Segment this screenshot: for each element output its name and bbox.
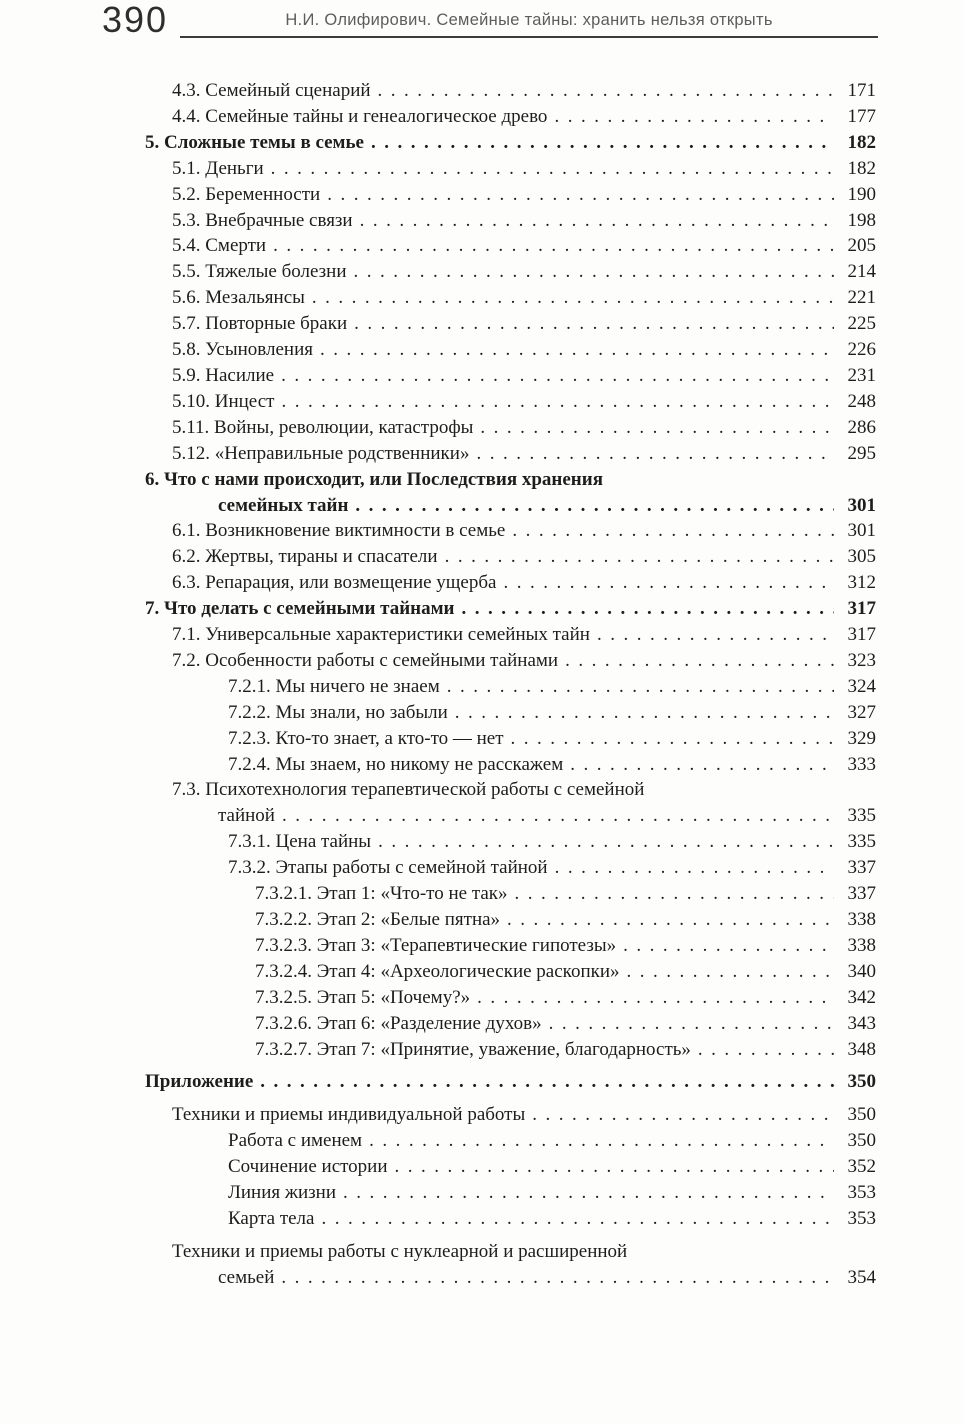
toc-entry-label: 7.2.2. Мы знали, но забыли — [228, 701, 448, 723]
running-header: Н.И. Олифирович. Семейные тайны: хранить нельзя открыть — [285, 11, 773, 29]
toc-entry-page: 182 — [847, 131, 876, 153]
toc-entry-label: 7.2.4. Мы знаем, но никому не расскажем — [228, 753, 564, 775]
toc-list — [145, 78, 876, 1291]
toc-entry-label: 7.3.2.1. Этап 1: «Что-то не так» — [255, 883, 508, 905]
toc-entry-label: 5.9. Насилие — [172, 364, 275, 386]
toc-dot-leader — [364, 130, 834, 156]
toc-dot-leader — [616, 933, 834, 959]
toc-entry-label: 5.4. Смерти — [172, 235, 267, 257]
toc-entry — [145, 648, 876, 674]
toc-entry-page: 171 — [847, 80, 876, 101]
toc-entry-label: 5.12. «Неправильные родственники» — [172, 442, 470, 464]
toc-entry-label: тайной — [218, 805, 275, 827]
toc-entry — [145, 752, 876, 778]
toc-entry-page: 335 — [847, 805, 876, 827]
toc-entry-page: 231 — [847, 364, 876, 386]
toc-entry — [145, 959, 876, 985]
toc-entry — [145, 1037, 876, 1063]
toc-entry-label: 7. Что делать с семейными тайнами — [145, 598, 455, 620]
toc-entry-label: 5.5. Тяжелые болезни — [172, 261, 347, 283]
toc-entry-page: 205 — [847, 235, 876, 257]
toc-entry-label: 7.3.1. Цена тайны — [228, 831, 372, 853]
toc-dot-leader — [547, 104, 834, 130]
toc-entry-page: 295 — [847, 442, 876, 464]
toc-entry-label: Приложение — [145, 1071, 254, 1093]
toc-dot-leader — [469, 441, 834, 467]
toc-dot-leader — [264, 156, 834, 182]
toc-entry — [145, 311, 876, 337]
toc-entry — [145, 493, 876, 519]
toc-entry — [145, 1239, 876, 1265]
toc-entry — [145, 518, 876, 544]
toc-entry-label: Техники и приемы индивидуальной работы — [172, 1104, 526, 1126]
toc-entry-label: Работа с именем — [228, 1130, 363, 1152]
toc-entry — [145, 700, 876, 726]
toc-dot-leader — [314, 1206, 834, 1232]
toc-entry — [145, 544, 876, 570]
toc-entry — [145, 1128, 876, 1154]
toc-entry-label: Линия жизни — [228, 1182, 337, 1204]
toc-entry — [145, 596, 876, 622]
toc-entry-page: 182 — [847, 157, 876, 179]
toc-entry-page: 337 — [847, 857, 876, 879]
toc-entry-page: 348 — [847, 1038, 876, 1060]
toc-entry — [145, 1102, 876, 1128]
toc-entry-page: 350 — [847, 1071, 876, 1093]
toc-dot-leader — [353, 208, 834, 234]
page-header — [0, 0, 964, 38]
toc-entry-page: 177 — [847, 105, 876, 127]
toc-entry-page: 317 — [847, 624, 876, 646]
toc-entry — [145, 467, 876, 493]
toc-entry — [145, 78, 876, 104]
toc-dot-leader — [362, 1128, 834, 1154]
toc-entry-page: 342 — [847, 986, 876, 1008]
toc-entry-page: 335 — [847, 831, 876, 853]
toc-dot-leader — [347, 259, 834, 285]
toc-entry-label: 6.2. Жертвы, тираны и спасатели — [172, 546, 438, 568]
toc-dot-leader — [336, 1180, 834, 1206]
toc-entry-page: 301 — [847, 520, 876, 542]
toc-entry-label: Техники и приемы работы с нуклеарной и расширенной — [172, 1240, 628, 1262]
toc-entry-label: 6. Что с нами происходит, или Последствия хранения — [145, 468, 603, 490]
toc-entry-label: 7.3.2.2. Этап 2: «Белые пятна» — [255, 909, 501, 930]
toc-entry-page: 337 — [847, 883, 876, 905]
toc-entry-page: 214 — [847, 261, 876, 283]
toc-entry-page: 354 — [847, 1266, 876, 1288]
toc-entry-label: 7.3.2.6. Этап 6: «Разделение духов» — [255, 1012, 542, 1034]
toc-entry-page: 323 — [847, 649, 876, 671]
toc-dot-leader — [563, 752, 834, 778]
toc-dot-leader — [253, 1069, 834, 1095]
toc-dot-leader — [470, 985, 834, 1011]
toc-dot-leader — [347, 311, 834, 337]
toc-dot-leader — [440, 674, 834, 700]
toc-dot-leader — [448, 700, 834, 726]
toc-entry — [145, 829, 876, 855]
toc-entry-label: 7.3. Психотехнология терапевтической работы с семейной — [172, 779, 645, 801]
toc-entry — [145, 726, 876, 752]
toc-entry-page: 317 — [847, 598, 876, 620]
toc-entry — [145, 337, 876, 363]
toc-entry — [145, 441, 876, 467]
toc-entry-label: 7.3.2.4. Этап 4: «Археологические раскопки» — [255, 960, 620, 982]
toc-entry — [145, 389, 876, 415]
toc-entry-label: 7.1. Универсальные характеристики семейных тайн — [172, 624, 590, 646]
toc-entry-label: 5.10. Инцест — [172, 390, 275, 412]
toc-entry-label: Карта тела — [228, 1207, 315, 1229]
toc-dot-leader — [348, 493, 834, 519]
toc-entry-page: 221 — [847, 287, 876, 309]
toc-dot-leader — [508, 881, 834, 907]
toc-entry — [145, 622, 876, 648]
toc-entry-label: 5.11. Войны, революции, катастрофы — [172, 416, 474, 438]
toc-entry — [145, 1265, 876, 1291]
toc-dot-leader — [266, 233, 834, 259]
toc-entry-label: 4.3. Семейный сценарий — [172, 80, 371, 101]
toc-entry-label: 5.8. Усыновления — [172, 339, 313, 361]
toc-entry-page: 353 — [847, 1182, 876, 1204]
toc-entry — [145, 907, 876, 933]
toc-entry — [145, 1069, 876, 1095]
toc-dot-leader — [455, 596, 835, 622]
toc-entry-page: 343 — [847, 1012, 876, 1034]
toc-entry-label: 5.6. Мезальянсы — [172, 287, 305, 309]
toc-entry-page: 352 — [847, 1156, 876, 1178]
toc-dot-leader — [590, 622, 834, 648]
toc-entry — [145, 1011, 876, 1037]
toc-dot-leader — [275, 803, 834, 829]
toc-entry — [145, 855, 876, 881]
toc-entry — [145, 182, 876, 208]
toc-dot-leader — [548, 855, 834, 881]
toc-entry — [145, 803, 876, 829]
toc-dot-leader — [274, 1265, 834, 1291]
toc-dot-leader — [505, 518, 834, 544]
toc-entry-page: 329 — [847, 727, 876, 749]
toc-dot-leader — [473, 415, 834, 441]
toc-dot-leader — [388, 1154, 834, 1180]
toc-entry-label: 7.3.2. Этапы работы с семейной тайной — [228, 857, 548, 879]
toc-entry-label: 7.2. Особенности работы с семейными тайнами — [172, 649, 559, 671]
toc-dot-leader — [274, 389, 834, 415]
toc-entry — [145, 208, 876, 234]
toc-entry-page: 198 — [847, 209, 876, 231]
toc-entry-page: 305 — [847, 546, 876, 568]
toc-dot-leader — [504, 726, 834, 752]
toc-entry-page: 312 — [847, 572, 876, 594]
toc-entry-label: 7.2.1. Мы ничего не знаем — [228, 675, 440, 697]
toc-entry — [145, 1180, 876, 1206]
header-rule — [180, 11, 878, 38]
toc-dot-leader — [305, 285, 834, 311]
toc-entry-page: 248 — [847, 390, 876, 412]
toc-entry-label: семьей — [218, 1266, 275, 1288]
toc-dot-leader — [525, 1102, 834, 1128]
toc-entry — [145, 1206, 876, 1232]
toc-dot-leader — [500, 907, 834, 933]
toc-entry-page: 333 — [847, 753, 876, 775]
toc-dot-leader — [313, 337, 834, 363]
toc-entry — [145, 130, 876, 156]
toc-entry-label: 7.2.3. Кто-то знает, а кто-то — нет — [228, 727, 504, 749]
toc-dot-leader — [371, 829, 834, 855]
toc-entry — [145, 881, 876, 907]
toc-entry-page: 327 — [847, 701, 876, 723]
toc-entry-label: Сочинение истории — [228, 1156, 388, 1178]
toc-entry — [145, 156, 876, 182]
toc-entry — [145, 570, 876, 596]
toc-entry — [145, 985, 876, 1011]
toc-dot-leader — [274, 363, 834, 389]
toc-entry-label: 7.3.2.7. Этап 7: «Принятие, уважение, благодарность» — [255, 1038, 691, 1060]
toc-entry — [145, 104, 876, 130]
toc-entry — [145, 1154, 876, 1180]
toc-entry — [145, 285, 876, 311]
toc-entry — [145, 363, 876, 389]
toc-entry-page: 350 — [847, 1130, 876, 1152]
toc-entry-page: 225 — [847, 313, 876, 335]
toc-dot-leader — [620, 959, 834, 985]
toc-dot-leader — [371, 78, 834, 104]
toc-entry — [145, 674, 876, 700]
toc-entry-label: 5.3. Внебрачные связи — [172, 209, 353, 231]
toc-entry-page: 190 — [847, 183, 876, 205]
toc-entry-label: 7.3.2.5. Этап 5: «Почему?» — [255, 986, 471, 1008]
toc-entry — [145, 233, 876, 259]
toc-entry-page: 340 — [847, 960, 876, 982]
toc-dot-leader — [496, 570, 834, 596]
page-number: 390 — [102, 0, 169, 40]
toc-entry-page: 286 — [847, 416, 876, 438]
toc-entry-page: 338 — [847, 909, 876, 930]
toc-entry — [145, 415, 876, 441]
toc-dot-leader — [542, 1011, 834, 1037]
toc-dot-leader — [691, 1037, 834, 1063]
toc-entry-label: 5.1. Деньги — [172, 157, 264, 179]
toc-entry-label: 6.1. Возникновение виктимности в семье — [172, 520, 506, 542]
toc-entry-page: 226 — [847, 339, 876, 361]
toc-entry-label: 4.4. Семейные тайны и генеалогическое древо — [172, 105, 548, 127]
toc-entry-page: 301 — [847, 494, 876, 516]
toc-entry — [145, 933, 876, 959]
toc-dot-leader — [438, 544, 834, 570]
toc-dot-leader — [320, 182, 834, 208]
toc-entry-label: 6.3. Репарация, или возмещение ущерба — [172, 572, 497, 594]
toc-entry-page: 324 — [847, 675, 876, 697]
toc-entry — [145, 777, 876, 803]
toc-dot-leader — [558, 648, 834, 674]
toc-entry-label: 7.3.2.3. Этап 3: «Терапевтические гипотезы» — [255, 934, 617, 956]
toc-entry-page: 350 — [847, 1104, 876, 1126]
toc-entry-page: 353 — [847, 1207, 876, 1229]
toc-entry-page: 338 — [847, 934, 876, 956]
toc-entry-label: 5.7. Повторные браки — [172, 313, 348, 335]
toc-entry-label: 5. Сложные темы в семье — [145, 131, 364, 153]
toc-entry — [145, 259, 876, 285]
toc-entry-label: 5.2. Беременности — [172, 183, 321, 205]
toc-entry-label: семейных тайн — [218, 494, 349, 516]
